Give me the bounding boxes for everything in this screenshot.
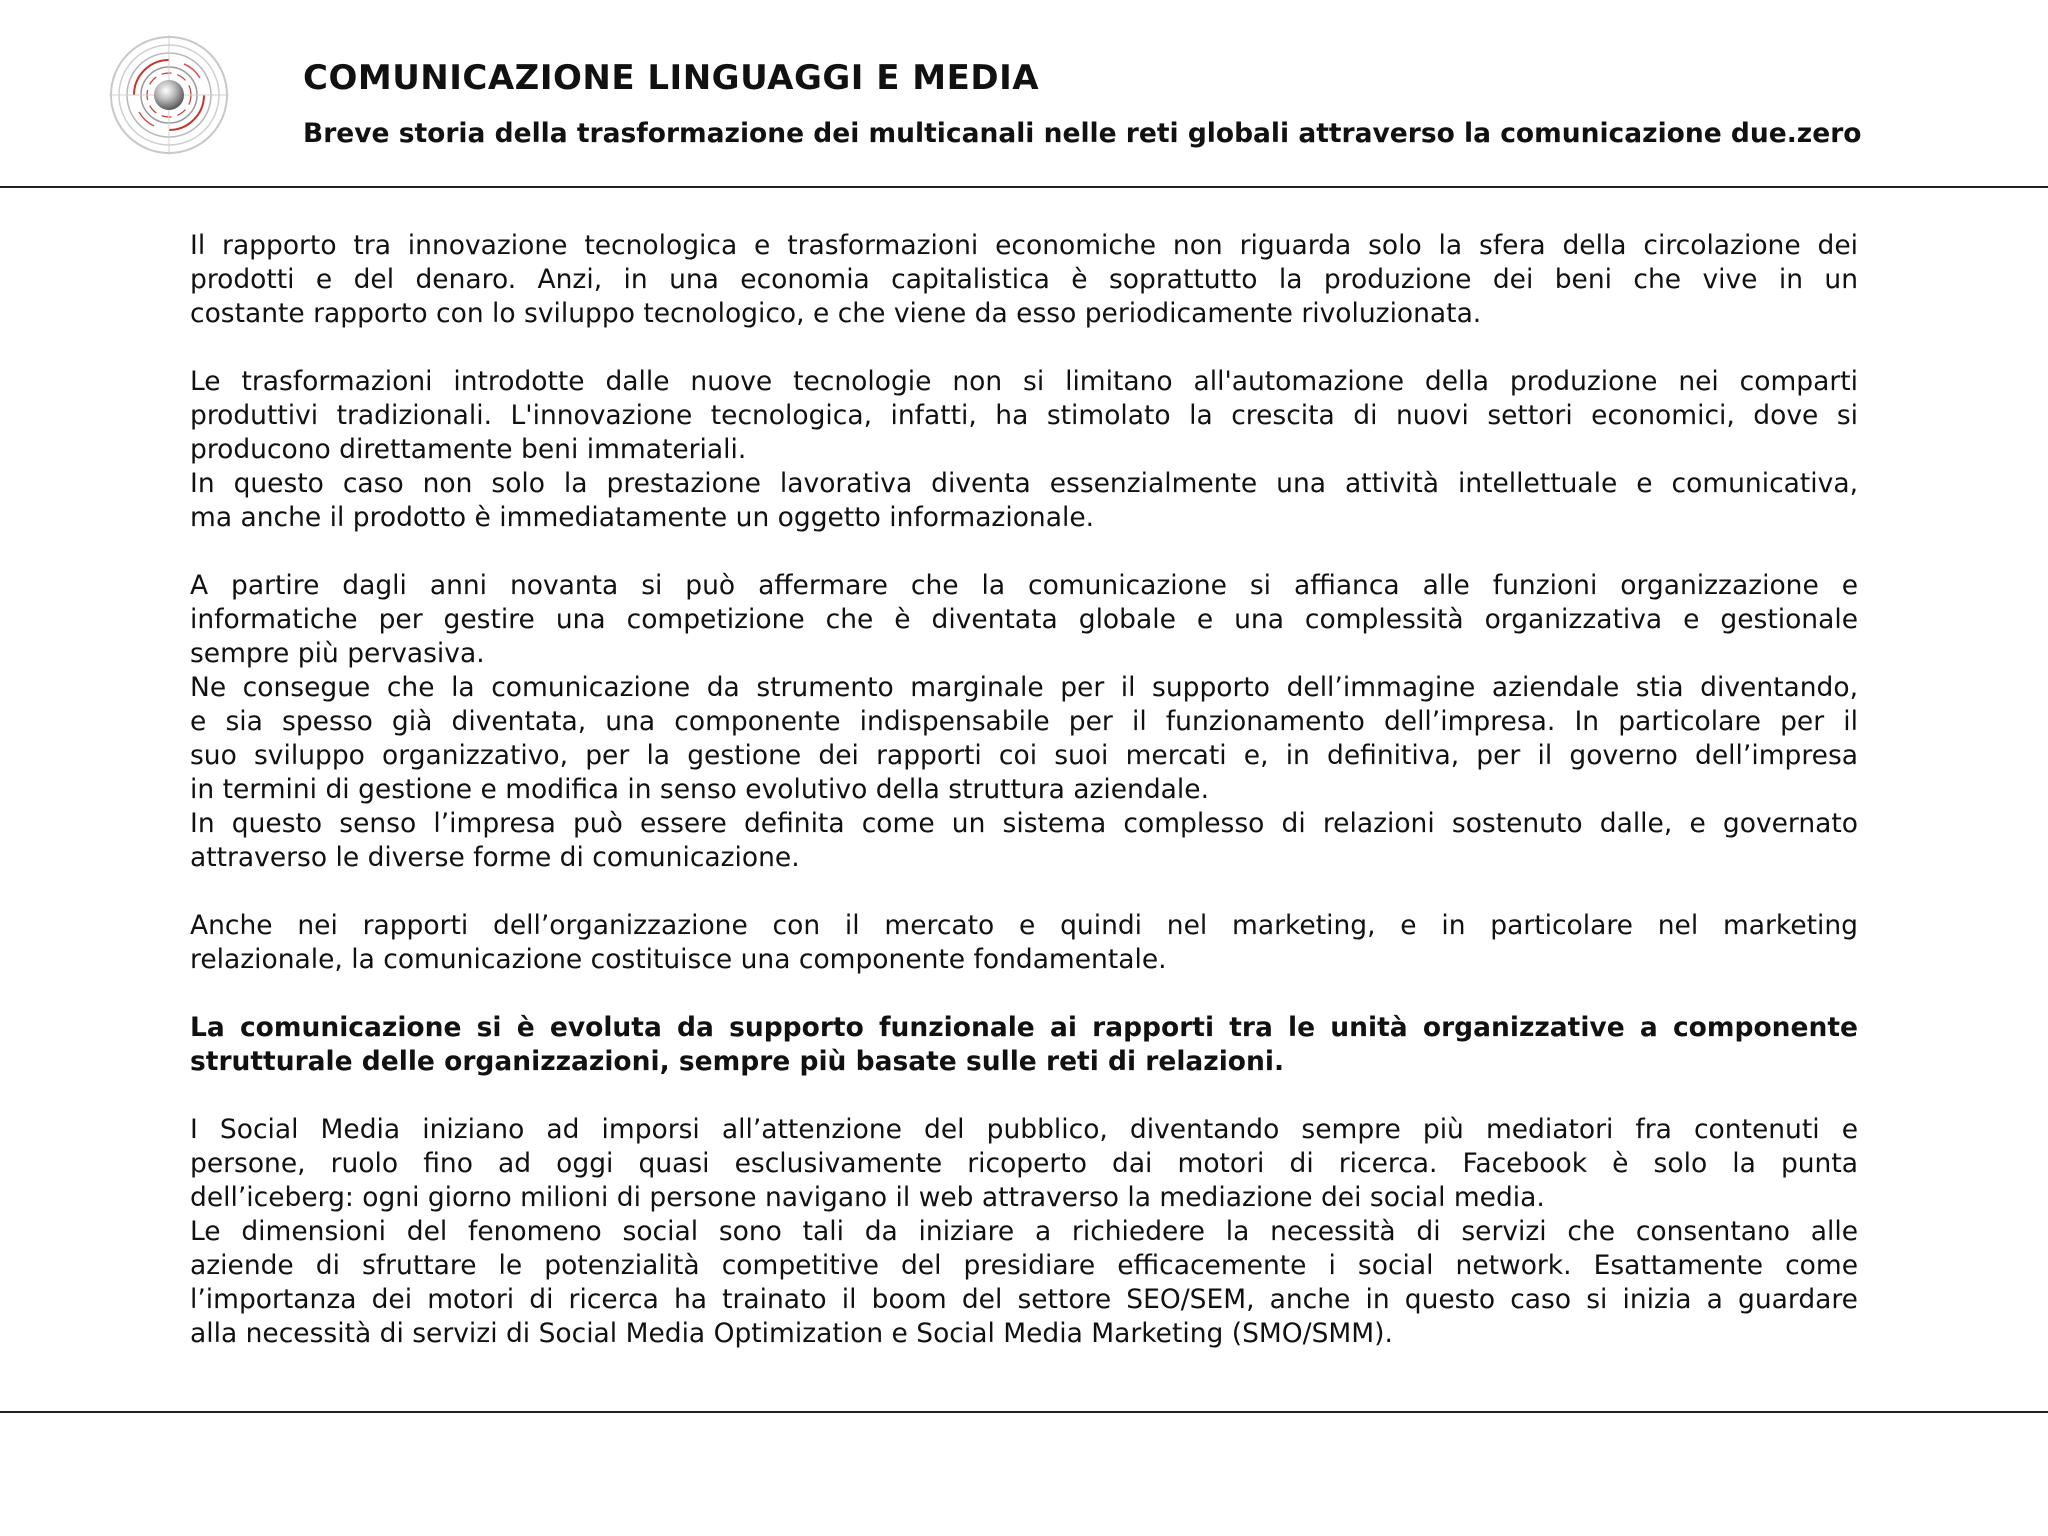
- logo-graphic: [104, 30, 234, 160]
- text-line: strutturale delle organizzazioni, sempre più basate sulle reti di relazioni.: [190, 1046, 1285, 1077]
- page-subtitle: Breve storia della trasformazione dei multicanali nelle reti globali attraverso la comunicazione due.zero: [303, 118, 1862, 149]
- circular-target-logo: [104, 30, 234, 160]
- text-line: e sia spesso già diventata, una componente indispensabile per il funzionamento dell’impresa. In particolare per il: [190, 706, 1858, 737]
- text-line: A partire dagli anni novanta si può affermare che la comunicazione si affianca alle funzioni organizzazione e: [190, 570, 1858, 601]
- text-line: In questo caso non solo la prestazione lavorativa diventa essenzialmente una attività intellettuale e comunicativa,: [190, 468, 1858, 499]
- body-paragraph: [190, 365, 1858, 535]
- text-line: Le trasformazioni introdotte dalle nuove tecnologie non si limitano all'automazione della produzione nei comparti: [190, 366, 1858, 397]
- text-line: ma anche il prodotto è immediatamente un oggetto informazionale.: [190, 502, 1095, 533]
- text-line: Ne consegue che la comunicazione da strumento marginale per il supporto dell’immagine aziendale stia diventando,: [190, 672, 1858, 703]
- text-line: persone, ruolo fino ad oggi quasi esclusivamente ricoperto dai motori di ricerca. Facebook è solo la punta: [190, 1148, 1858, 1179]
- text-line: suo sviluppo organizzativo, per la gestione dei rapporti coi suoi mercati e, in definitiva, per il governo dell’impresa: [190, 740, 1858, 771]
- text-line: produttivi tradizionali. L'innovazione tecnologica, infatti, ha stimolato la crescita di nuovi settori economici, dove si: [190, 400, 1858, 431]
- text-line: relazionale, la comunicazione costituisce una componente fondamentale.: [190, 944, 1167, 975]
- text-line: informatiche per gestire una competizione che è diventata globale e una complessità organizzativa e gestionale: [190, 604, 1858, 635]
- text-line: costante rapporto con lo sviluppo tecnologico, e che viene da esso periodicamente rivoluzionata.: [190, 298, 1482, 329]
- page-title: COMUNICAZIONE LINGUAGGI E MEDIA: [303, 58, 1040, 98]
- text-line: producono direttamente beni immateriali.: [190, 434, 747, 465]
- text-line: Le dimensioni del fenomeno social sono tali da iniziare a richiedere la necessità di servizi che consentano alle: [190, 1216, 1858, 1247]
- body-paragraph: [190, 1113, 1858, 1351]
- body-paragraph: [190, 909, 1858, 977]
- text-line: in termini di gestione e modifica in senso evolutivo della struttura aziendale.: [190, 774, 1210, 805]
- footer-divider: [0, 1411, 2048, 1413]
- highlight-paragraph: [190, 1011, 1858, 1079]
- text-line: I Social Media iniziano ad imporsi all’attenzione del pubblico, diventando sempre più mediatori fra contenuti e: [190, 1114, 1858, 1145]
- body-paragraph: [190, 229, 1858, 331]
- text-line: attraverso le diverse forme di comunicazione.: [190, 842, 800, 873]
- text-line: prodotti e del denaro. Anzi, in una economia capitalistica è soprattutto la produzione dei beni che vive in un: [190, 264, 1858, 295]
- text-line: Anche nei rapporti dell’organizzazione con il mercato e quindi nel marketing, e in particolare nel marketing: [190, 910, 1858, 941]
- text-line: In questo senso l’impresa può essere definita come un sistema complesso di relazioni sostenuto dalle, e governato: [190, 808, 1858, 839]
- text-line: aziende di sfruttare le potenzialità competitive del presidiare efficacemente i social network. Esattamente come: [190, 1250, 1858, 1281]
- text-line: alla necessità di servizi di Social Media Optimization e Social Media Marketing (SMO/SMM).: [190, 1318, 1393, 1349]
- header-divider: [0, 186, 2048, 188]
- text-line: sempre più pervasiva.: [190, 638, 485, 669]
- text-line: La comunicazione si è evoluta da supporto funzionale ai rapporti tra le unità organizzative a componente: [190, 1012, 1858, 1043]
- text-line: l’importanza dei motori di ricerca ha trainato il boom del settore SEO/SEM, anche in questo caso si inizia a guardare: [190, 1284, 1858, 1315]
- text-line: Il rapporto tra innovazione tecnologica e trasformazioni economiche non riguarda solo la sfera della circolazione dei: [190, 230, 1858, 261]
- text-line: dell’iceberg: ogni giorno milioni di persone navigano il web attraverso la mediazione dei social media.: [190, 1182, 1545, 1213]
- body-paragraph: [190, 569, 1858, 875]
- body-text: [190, 229, 1858, 1385]
